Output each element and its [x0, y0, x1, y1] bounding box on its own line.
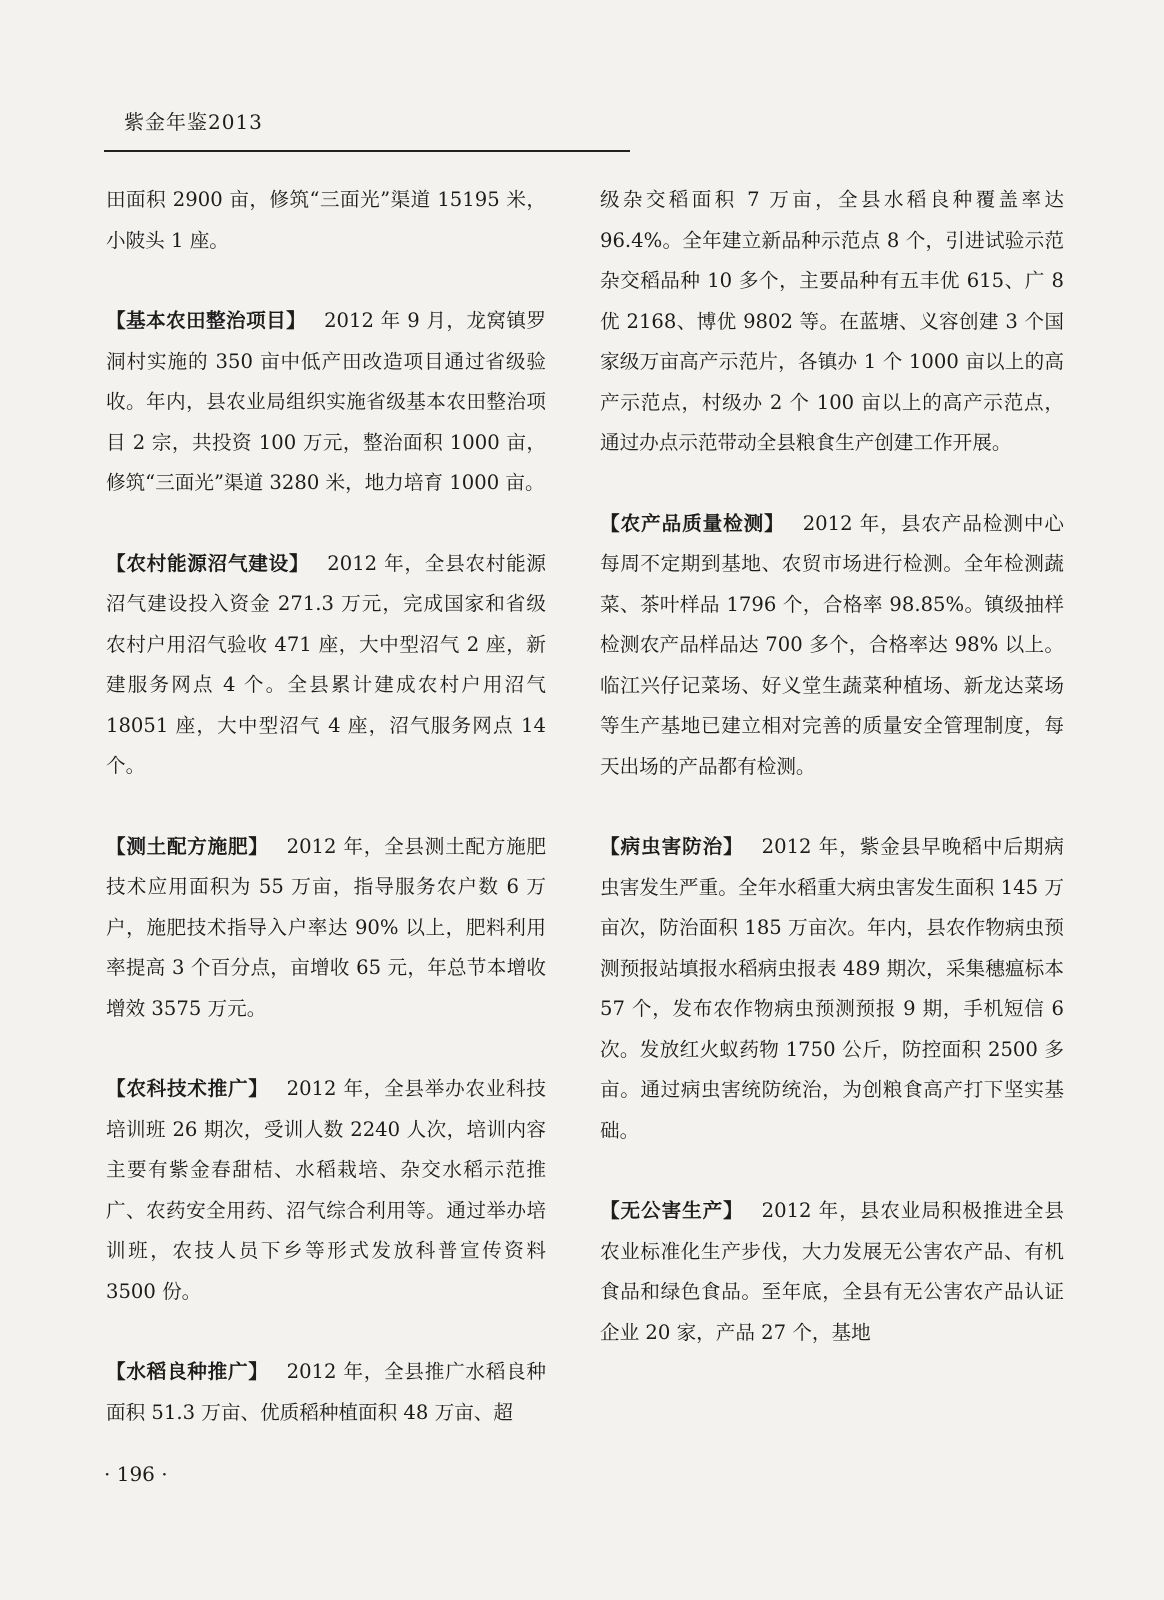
section-heading: 【农科技术推广】	[106, 1077, 269, 1100]
section-body: 2012 年 9 月，龙窝镇罗洞村实施的 350 亩中低产田改造项目通过省级验收。年内，县农业局组织实施省级基本农田整治项目 2 宗，共投资 100 万元，整治面积 1000 亩，修筑“三面光”渠道 3280 米，地力培育 1000 亩。	[106, 309, 547, 494]
section-farmland-renovation	[106, 301, 546, 504]
section-heading: 【测土配方施肥】	[106, 834, 269, 858]
section-body: 2012 年，全县举办农业科技培训班 26 期次，受训人数 2240 人次，培训内容主要有紫金春甜桔、水稻栽培、杂交水稻示范推广、农药安全用药、沼气综合利用等。通过举办培训班，农技人员下乡等形式发放科普宣传资料 3500 份。	[106, 1077, 546, 1303]
section-pest-control	[600, 827, 1064, 1151]
section-heading: 【农村能源沼气建设】	[106, 551, 310, 575]
running-title: 紫金年鉴2013	[124, 110, 263, 134]
section-body: 2012 年，县农产品检测中心每周不定期到基地、农贸市场进行检测。全年检测蔬菜、茶叶样品 1796 个，合格率 98.85%。镇级抽样检测农产品样品达 700 多个，合格率达 98% 以上。临江兴仔记菜场、好义堂生蔬菜种植场、新龙达菜场等生产基地已建立相对完善的质量安全管理制度，每天出场的产品都有检测。	[600, 511, 1065, 778]
left-column	[106, 180, 546, 1433]
section-heading: 【无公害生产】	[600, 1199, 744, 1222]
section-heading: 【水稻良种推广】	[106, 1360, 269, 1383]
continuation-text: 级杂交稻面积 7 万亩，全县水稻良种覆盖率达 96.4%。全年建立新品种示范点 8 个，引进试验示范杂交稻品种 10 多个，主要品种有五丰优 615、广 8 优 2168、博优 9802 等。在蓝塘、义容创建 3 个国家级万亩高产示范片，各镇办 1 个 1000 亩以上的高产示范点，村级办 2 个 100 亩以上的高产示范点，通过办点示范带动全县粮食生产创建工作开展。	[600, 188, 1064, 454]
section-heading: 【病虫害防治】	[600, 835, 744, 858]
header-rule	[104, 150, 630, 152]
section-body: 2012 年，全县农村能源沼气建设投入资金 271.3 万元，完成国家和省级农村户用沼气验收 471 座，大中型沼气 2 座，新建服务网点 4 个。全县累计建成农村户用沼气 18051 座，大中型沼气 4 座，沼气服务网点 14 个。	[106, 551, 546, 777]
section-tech-promotion	[106, 1069, 546, 1312]
section-body: 2012 年，全县推广水稻良种面积 51.3 万亩、优质稻种植面积 48 万亩、超	[106, 1360, 546, 1424]
section-pollution-free	[600, 1191, 1064, 1353]
section-body: 2012 年，全县测土配方施肥技术应用面积为 55 万亩，指导服务农户数 6 万户，施肥技术指导入户率达 90% 以上，肥料利用率提高 3 个百分点，亩增收 65 元，年总节本增收增效 3575 万元。	[106, 834, 546, 1020]
section-heading: 【农产品质量检测】	[600, 511, 785, 535]
section-rice-seed	[106, 1352, 546, 1433]
section-heading: 【基本农田整治项目】	[106, 309, 307, 332]
continuation-text: 田面积 2900 亩，修筑“三面光”渠道 15195 米，小陂头 1 座。	[106, 188, 546, 252]
section-biogas	[106, 544, 546, 787]
section-body: 2012 年，紫金县早晚稻中后期病虫害发生严重。全年水稻重大病虫害发生面积 145 万亩次，防治面积 185 万亩次。年内，县农作物病虫预测预报站填报水稻病虫报表 489 期次，采集穗瘟标本 57 个，发布农作物病虫预测预报 9 期，手机短信 6 次。发放红火蚁药物 1750 公斤，防控面积 2500 多亩。通过病虫害统防统治，为创粮食高产打下坚实基础。	[600, 835, 1065, 1142]
page-number: · 196 ·	[104, 1462, 168, 1486]
section-body: 2012 年，县农业局积极推进全县农业标准化生产步伐，大力发展无公害农产品、有机食品和绿色食品。至年底，全县有无公害农产品认证企业 20 家，产品 27 个，基地	[600, 1199, 1065, 1344]
section-soil-fertilization	[106, 827, 546, 1030]
section-quality-testing	[600, 504, 1064, 788]
right-column	[600, 180, 1064, 1353]
